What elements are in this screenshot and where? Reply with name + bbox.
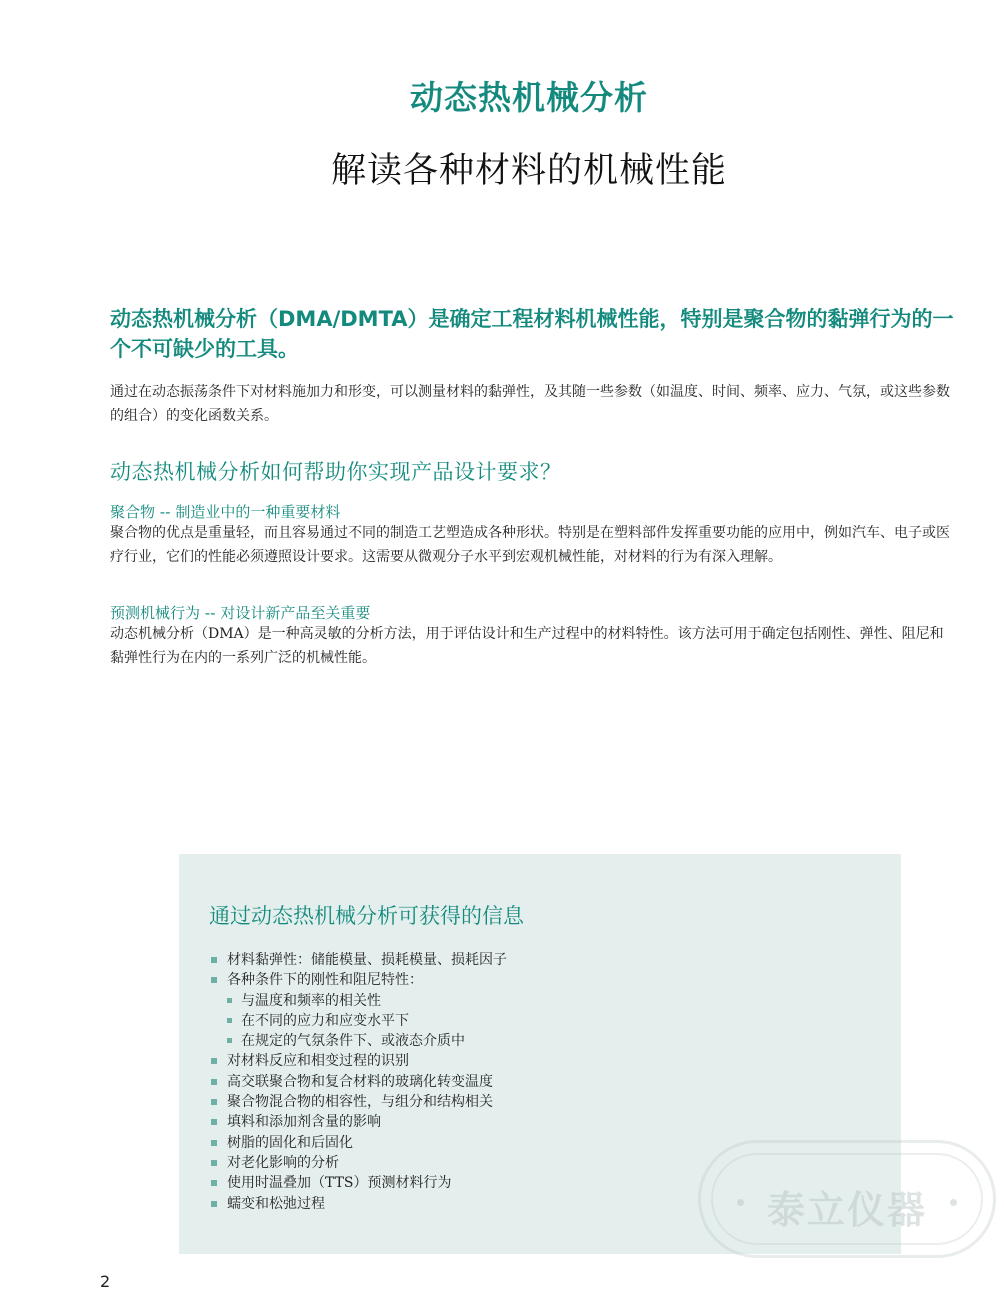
list-item: 各种条件下的刚性和阻尼特性： <box>209 970 507 990</box>
subsection-heading-polymers: 聚合物 -- 制造业中的一种重要材料 <box>110 503 341 521</box>
list-item: 填料和添加剂含量的影响 <box>209 1112 507 1132</box>
list-item: 树脂的固化和后固化 <box>209 1133 507 1153</box>
info-list <box>209 950 507 1214</box>
list-item: 使用时温叠加（TTS）预测材料行为 <box>209 1173 507 1193</box>
square-bullet-icon <box>211 1058 217 1064</box>
sub-list-item: 与温度和频率的相关性 <box>209 991 507 1011</box>
list-item: 聚合物混合物的相容性，与组分和结构相关 <box>209 1092 507 1112</box>
square-bullet-icon <box>211 1099 217 1105</box>
square-bullet-icon <box>227 998 232 1003</box>
page-number: 2 <box>100 1272 111 1291</box>
sub-list-item: 在不同的应力和应变水平下 <box>209 1011 507 1031</box>
page-subtitle: 解读各种材料的机械性能 <box>330 151 727 191</box>
list-item: 材料黏弹性：储能模量、损耗模量、损耗因子 <box>209 950 507 970</box>
square-bullet-icon <box>211 1119 217 1125</box>
list-item: 蠕变和松弛过程 <box>209 1194 507 1214</box>
square-bullet-icon <box>211 1160 217 1166</box>
list-item: 对材料反应和相变过程的识别 <box>209 1051 507 1071</box>
square-bullet-icon <box>227 1038 232 1043</box>
square-bullet-icon <box>211 1140 217 1146</box>
list-item: 高交联聚合物和复合材料的玻璃化转变温度 <box>209 1072 507 1092</box>
info-box-title: 通过动态热机械分析可获得的信息 <box>209 904 524 928</box>
square-bullet-icon <box>211 1180 217 1186</box>
subsection-text-polymers: 聚合物的优点是重量轻，而且容易通过不同的制造工艺塑造成各种形状。特别是在塑料部件发挥重要功能的应用中，例如汽车、电子或医疗行业，它们的性能必须遵照设计要求。这需要从微观分子水平到宏观机械性能，对材料的行为有深入理解。 <box>110 525 950 565</box>
list-item: 对老化影响的分析 <box>209 1153 507 1173</box>
square-bullet-icon <box>227 1018 232 1023</box>
page-title: 动态热机械分析 <box>410 78 648 117</box>
subsection-text-prediction: 动态机械分析（DMA）是一种高灵敏的分析方法，用于评估设计和生产过程中的材料特性。该方法可用于确定包括刚性、弹性、阻尼和黏弹性行为在内的一系列广泛的机械性能。 <box>110 626 944 666</box>
sub-list-item: 在规定的气氛条件下、或液态介质中 <box>209 1031 507 1051</box>
subsection-heading-prediction: 预测机械行为 -- 对设计新产品至关重要 <box>110 604 371 622</box>
section-heading: 动态热机械分析如何帮助你实现产品设计要求？ <box>110 460 562 484</box>
lead-paragraph: 动态热机械分析（DMA/DMTA）是确定工程材料机械性能，特别是聚合物的黏弹行为的一个不可缺少的工具。 <box>110 307 954 361</box>
watermark-logo <box>698 1140 996 1258</box>
square-bullet-icon <box>211 1079 217 1085</box>
intro-paragraph: 通过在动态振荡条件下对材料施加力和形变，可以测量材料的黏弹性，及其随一些参数（如温度、时间、频率、应力、气氛，或这些参数的组合）的变化函数关系。 <box>110 384 950 424</box>
watermark-text: 泰立仪器 <box>766 1188 927 1232</box>
square-bullet-icon <box>211 957 217 963</box>
square-bullet-icon <box>211 1201 217 1207</box>
square-bullet-icon <box>211 977 217 983</box>
